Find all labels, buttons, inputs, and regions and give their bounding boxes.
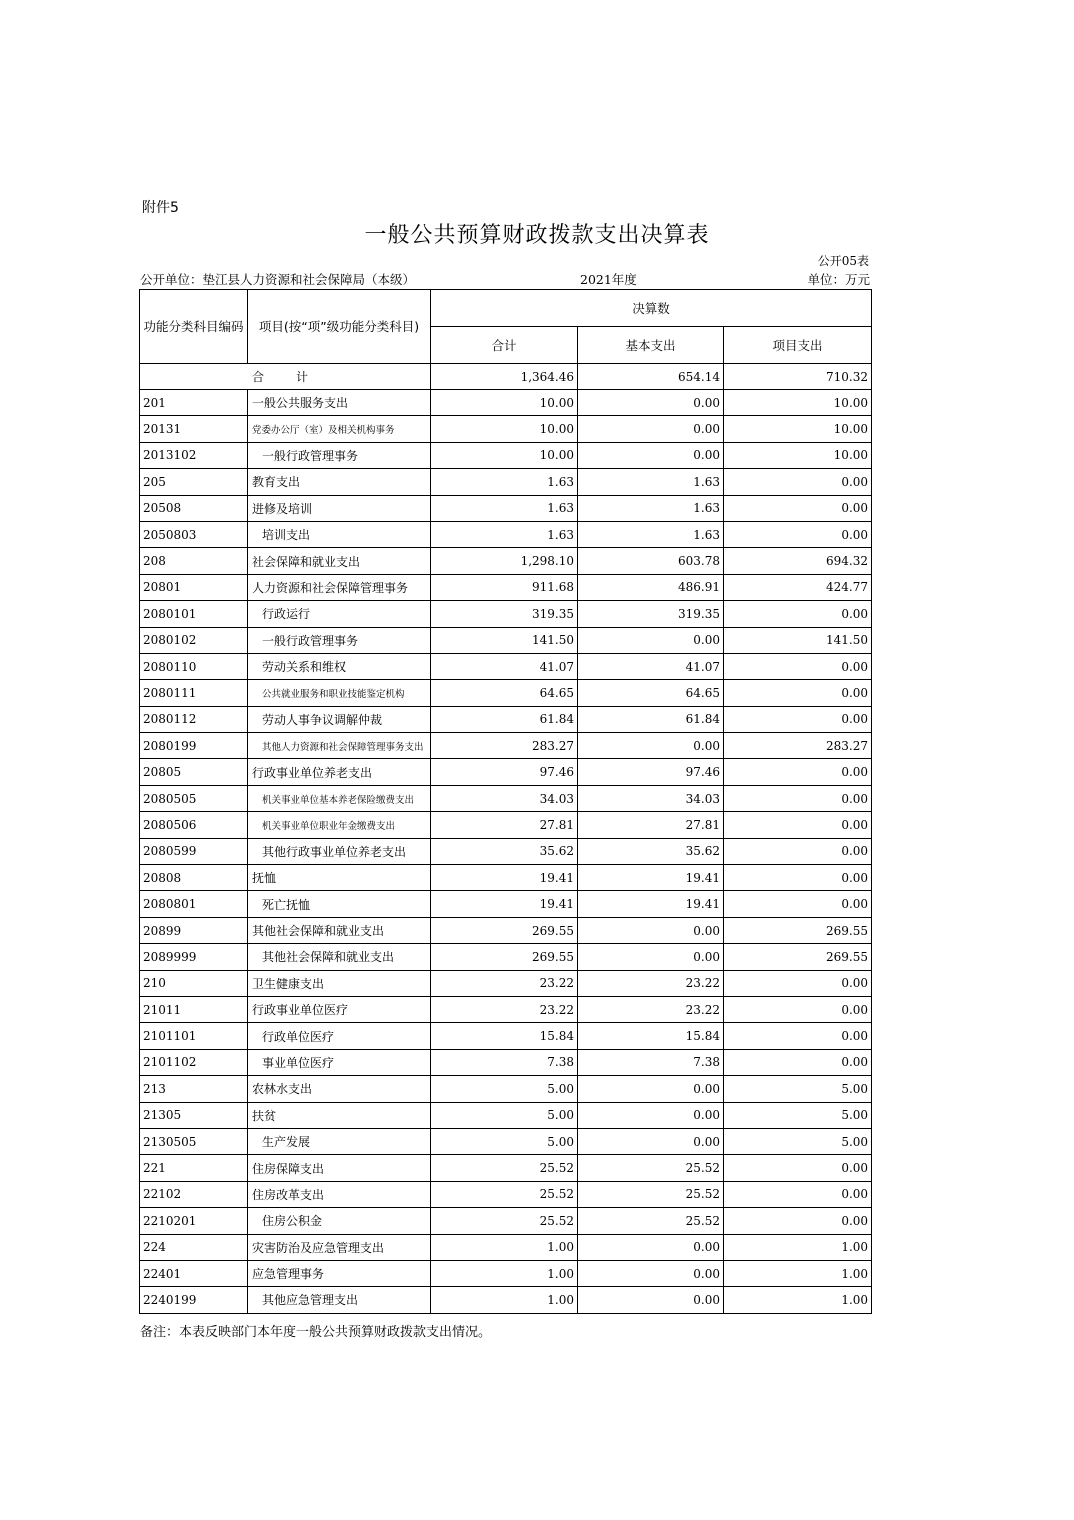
row-total: 23.22 [431, 970, 578, 996]
row-item-name: 其他行政事业单位养老支出 [248, 838, 431, 864]
table-row [140, 442, 872, 468]
row-basic: 486.91 [578, 574, 724, 600]
row-code: 2080505 [140, 785, 248, 811]
row-project: 1.00 [724, 1287, 872, 1313]
row-basic: 0.00 [578, 944, 724, 970]
table-row [140, 706, 872, 732]
row-item-name: 行政事业单位养老支出 [248, 759, 431, 785]
row-basic: 0.00 [578, 1102, 724, 1128]
row-project: 269.55 [724, 944, 872, 970]
row-basic: 25.52 [578, 1181, 724, 1207]
table-row [140, 917, 872, 943]
row-total: 41.07 [431, 653, 578, 679]
row-total: 27.81 [431, 812, 578, 838]
row-item-name: 劳动关系和维权 [248, 653, 431, 679]
row-basic: 0.00 [578, 917, 724, 943]
row-item-name: 卫生健康支出 [248, 970, 431, 996]
row-project: 269.55 [724, 917, 872, 943]
row-basic: 19.41 [578, 891, 724, 917]
row-code: 2080111 [140, 680, 248, 706]
row-project: 0.00 [724, 521, 872, 547]
table-row [140, 1234, 872, 1260]
table-row [140, 653, 872, 679]
total-label: 合 计 [140, 364, 431, 390]
table-row [140, 865, 872, 891]
row-item-name: 机关事业单位基本养老保险缴费支出 [248, 785, 431, 811]
row-item-name: 机关事业单位职业年金缴费支出 [248, 812, 431, 838]
row-code: 2210201 [140, 1208, 248, 1234]
row-item-name: 行政单位医疗 [248, 1023, 431, 1049]
row-project: 0.00 [724, 759, 872, 785]
row-item-name: 公共就业服务和职业技能鉴定机构 [248, 680, 431, 706]
row-code: 2130505 [140, 1128, 248, 1154]
row-project: 0.00 [724, 838, 872, 864]
row-code: 2080101 [140, 601, 248, 627]
row-item-name: 住房公积金 [248, 1208, 431, 1234]
row-item-name: 应急管理事务 [248, 1260, 431, 1286]
row-basic: 1.63 [578, 469, 724, 495]
table-row [140, 1155, 872, 1181]
row-basic: 15.84 [578, 1023, 724, 1049]
row-item-name: 社会保障和就业支出 [248, 548, 431, 574]
row-basic: 0.00 [578, 627, 724, 653]
row-total: 5.00 [431, 1076, 578, 1102]
table-row [140, 996, 872, 1022]
table-row [140, 1128, 872, 1154]
row-item-name: 一般行政管理事务 [248, 442, 431, 468]
row-total: 61.84 [431, 706, 578, 732]
row-item-name: 培训支出 [248, 521, 431, 547]
row-code: 20508 [140, 495, 248, 521]
row-code: 201 [140, 390, 248, 416]
row-project: 0.00 [724, 495, 872, 521]
row-project: 0.00 [724, 469, 872, 495]
row-item-name: 抚恤 [248, 865, 431, 891]
row-total: 10.00 [431, 390, 578, 416]
row-basic: 0.00 [578, 733, 724, 759]
table-row [140, 1102, 872, 1128]
row-total: 1,298.10 [431, 548, 578, 574]
row-project: 0.00 [724, 1181, 872, 1207]
row-total: 7.38 [431, 1049, 578, 1075]
table-row [140, 759, 872, 785]
row-basic: 0.00 [578, 1260, 724, 1286]
form-number: 公开05表 [817, 254, 869, 268]
row-total: 35.62 [431, 838, 578, 864]
row-basic: 34.03 [578, 785, 724, 811]
table-row [140, 416, 872, 442]
header-total: 合计 [431, 327, 578, 364]
row-project: 0.00 [724, 996, 872, 1022]
table-row [140, 495, 872, 521]
row-item-name: 一般公共服务支出 [248, 390, 431, 416]
row-code: 205 [140, 469, 248, 495]
row-basic: 0.00 [578, 416, 724, 442]
row-total: 5.00 [431, 1128, 578, 1154]
row-project: 5.00 [724, 1128, 872, 1154]
table-row [140, 1023, 872, 1049]
table-row [140, 838, 872, 864]
header-item: 项目(按“项”级功能分类科目) [248, 290, 431, 364]
row-basic: 0.00 [578, 1234, 724, 1260]
unit-line [140, 270, 870, 288]
currency-unit: 单位：万元 [807, 272, 870, 287]
row-basic: 25.52 [578, 1155, 724, 1181]
row-project: 5.00 [724, 1102, 872, 1128]
row-item-name: 其他应急管理支出 [248, 1287, 431, 1313]
row-code: 20801 [140, 574, 248, 600]
table-header [140, 290, 872, 364]
row-total: 1.00 [431, 1234, 578, 1260]
row-code: 2080506 [140, 812, 248, 838]
table-row [140, 733, 872, 759]
row-item-name: 其他人力资源和社会保障管理事务支出 [248, 733, 431, 759]
row-item-name: 进修及培训 [248, 495, 431, 521]
total-project: 710.32 [724, 364, 872, 390]
table-row [140, 601, 872, 627]
row-item-name: 人力资源和社会保障管理事务 [248, 574, 431, 600]
row-project: 0.00 [724, 891, 872, 917]
row-basic: 61.84 [578, 706, 724, 732]
row-basic: 7.38 [578, 1049, 724, 1075]
row-project: 0.00 [724, 680, 872, 706]
row-total: 19.41 [431, 891, 578, 917]
row-basic: 19.41 [578, 865, 724, 891]
table-row [140, 944, 872, 970]
row-basic: 97.46 [578, 759, 724, 785]
header-final-accounts: 决算数 [431, 290, 872, 327]
row-basic: 0.00 [578, 442, 724, 468]
footnote: 备注：本表反映部门本年度一般公共预算财政拨款支出情况。 [140, 1325, 492, 1340]
row-total: 10.00 [431, 416, 578, 442]
row-total: 23.22 [431, 996, 578, 1022]
row-item-name: 行政运行 [248, 601, 431, 627]
row-code: 20808 [140, 865, 248, 891]
row-basic: 0.00 [578, 1287, 724, 1313]
row-total: 19.41 [431, 865, 578, 891]
row-total: 1.00 [431, 1287, 578, 1313]
row-total: 141.50 [431, 627, 578, 653]
reporting-organization: 公开单位：垫江县人力资源和社会保障局（本级） [140, 272, 416, 287]
row-project: 10.00 [724, 390, 872, 416]
row-basic: 0.00 [578, 1128, 724, 1154]
row-code: 213 [140, 1076, 248, 1102]
row-item-name: 党委办公厅（室）及相关机构事务 [248, 416, 431, 442]
row-code: 20131 [140, 416, 248, 442]
row-project: 0.00 [724, 1155, 872, 1181]
table-row [140, 390, 872, 416]
row-project: 694.32 [724, 548, 872, 574]
row-code: 208 [140, 548, 248, 574]
row-item-name: 教育支出 [248, 469, 431, 495]
row-total: 97.46 [431, 759, 578, 785]
row-code: 2089999 [140, 944, 248, 970]
table-body [140, 364, 872, 1314]
row-item-name: 一般行政管理事务 [248, 627, 431, 653]
row-project: 1.00 [724, 1260, 872, 1286]
row-project: 0.00 [724, 706, 872, 732]
row-item-name: 事业单位医疗 [248, 1049, 431, 1075]
row-total: 15.84 [431, 1023, 578, 1049]
row-total: 25.52 [431, 1181, 578, 1207]
row-item-name: 灾害防治及应急管理支出 [248, 1234, 431, 1260]
table-row [140, 1287, 872, 1313]
row-code: 224 [140, 1234, 248, 1260]
table-row [140, 785, 872, 811]
fiscal-year: 2021年度 [580, 272, 637, 287]
row-item-name: 其他社会保障和就业支出 [248, 944, 431, 970]
row-project: 0.00 [724, 970, 872, 996]
table-row [140, 1181, 872, 1207]
row-code: 2101102 [140, 1049, 248, 1075]
row-code: 2080801 [140, 891, 248, 917]
row-basic: 35.62 [578, 838, 724, 864]
row-project: 0.00 [724, 785, 872, 811]
row-project: 0.00 [724, 653, 872, 679]
row-code: 20899 [140, 917, 248, 943]
total-sum: 1,364.46 [431, 364, 578, 390]
row-item-name: 扶贫 [248, 1102, 431, 1128]
row-project: 0.00 [724, 1049, 872, 1075]
row-total: 25.52 [431, 1155, 578, 1181]
table-row [140, 521, 872, 547]
row-total: 64.65 [431, 680, 578, 706]
row-code: 2080112 [140, 706, 248, 732]
row-basic: 27.81 [578, 812, 724, 838]
table-row [140, 970, 872, 996]
row-code: 2240199 [140, 1287, 248, 1313]
table-row [140, 627, 872, 653]
table-row [140, 891, 872, 917]
row-project: 0.00 [724, 1023, 872, 1049]
row-basic: 41.07 [578, 653, 724, 679]
row-basic: 23.22 [578, 996, 724, 1022]
row-basic: 319.35 [578, 601, 724, 627]
row-code: 2101101 [140, 1023, 248, 1049]
row-item-name: 生产发展 [248, 1128, 431, 1154]
row-total: 1.63 [431, 521, 578, 547]
row-basic: 64.65 [578, 680, 724, 706]
row-project: 10.00 [724, 442, 872, 468]
row-item-name: 劳动人事争议调解仲裁 [248, 706, 431, 732]
row-item-name: 农林水支出 [248, 1076, 431, 1102]
row-basic: 0.00 [578, 1076, 724, 1102]
row-total: 10.00 [431, 442, 578, 468]
row-total: 25.52 [431, 1208, 578, 1234]
row-item-name: 住房改革支出 [248, 1181, 431, 1207]
row-total: 269.55 [431, 944, 578, 970]
row-total: 911.68 [431, 574, 578, 600]
row-basic: 23.22 [578, 970, 724, 996]
page-title: 一般公共预算财政拨款支出决算表 [364, 223, 710, 248]
row-code: 21011 [140, 996, 248, 1022]
row-project: 0.00 [724, 601, 872, 627]
row-project: 283.27 [724, 733, 872, 759]
row-item-name: 死亡抚恤 [248, 891, 431, 917]
table-row [140, 469, 872, 495]
row-code: 2050803 [140, 521, 248, 547]
row-item-name: 住房保障支出 [248, 1155, 431, 1181]
row-total: 1.00 [431, 1260, 578, 1286]
row-project: 5.00 [724, 1076, 872, 1102]
row-total: 5.00 [431, 1102, 578, 1128]
total-row [140, 364, 872, 390]
row-basic: 1.63 [578, 495, 724, 521]
table-row [140, 548, 872, 574]
table-row [140, 812, 872, 838]
attachment-label: 附件5 [142, 200, 179, 216]
table-row [140, 1049, 872, 1075]
row-code: 22401 [140, 1260, 248, 1286]
row-project: 141.50 [724, 627, 872, 653]
row-code: 2080110 [140, 653, 248, 679]
row-code: 21305 [140, 1102, 248, 1128]
row-code: 210 [140, 970, 248, 996]
row-basic: 25.52 [578, 1208, 724, 1234]
row-item-name: 行政事业单位医疗 [248, 996, 431, 1022]
row-total: 1.63 [431, 495, 578, 521]
row-project: 1.00 [724, 1234, 872, 1260]
row-item-name: 其他社会保障和就业支出 [248, 917, 431, 943]
header-code: 功能分类科目编码 [140, 290, 248, 364]
row-project: 0.00 [724, 865, 872, 891]
row-code: 2080599 [140, 838, 248, 864]
table-row [140, 680, 872, 706]
row-total: 269.55 [431, 917, 578, 943]
row-project: 0.00 [724, 812, 872, 838]
row-code: 2080102 [140, 627, 248, 653]
row-project: 10.00 [724, 416, 872, 442]
header-basic: 基本支出 [578, 327, 724, 364]
row-code: 20805 [140, 759, 248, 785]
row-project: 0.00 [724, 1208, 872, 1234]
row-code: 22102 [140, 1181, 248, 1207]
row-total: 34.03 [431, 785, 578, 811]
row-code: 2080199 [140, 733, 248, 759]
header-project: 项目支出 [724, 327, 872, 364]
row-total: 319.35 [431, 601, 578, 627]
row-code: 221 [140, 1155, 248, 1181]
total-basic: 654.14 [578, 364, 724, 390]
budget-table [139, 289, 872, 1314]
table-row [140, 1076, 872, 1102]
row-basic: 603.78 [578, 548, 724, 574]
row-code: 2013102 [140, 442, 248, 468]
row-basic: 1.63 [578, 521, 724, 547]
table-row [140, 1260, 872, 1286]
table-row [140, 1208, 872, 1234]
row-total: 283.27 [431, 733, 578, 759]
table-row [140, 574, 872, 600]
row-total: 1.63 [431, 469, 578, 495]
row-project: 424.77 [724, 574, 872, 600]
row-basic: 0.00 [578, 390, 724, 416]
